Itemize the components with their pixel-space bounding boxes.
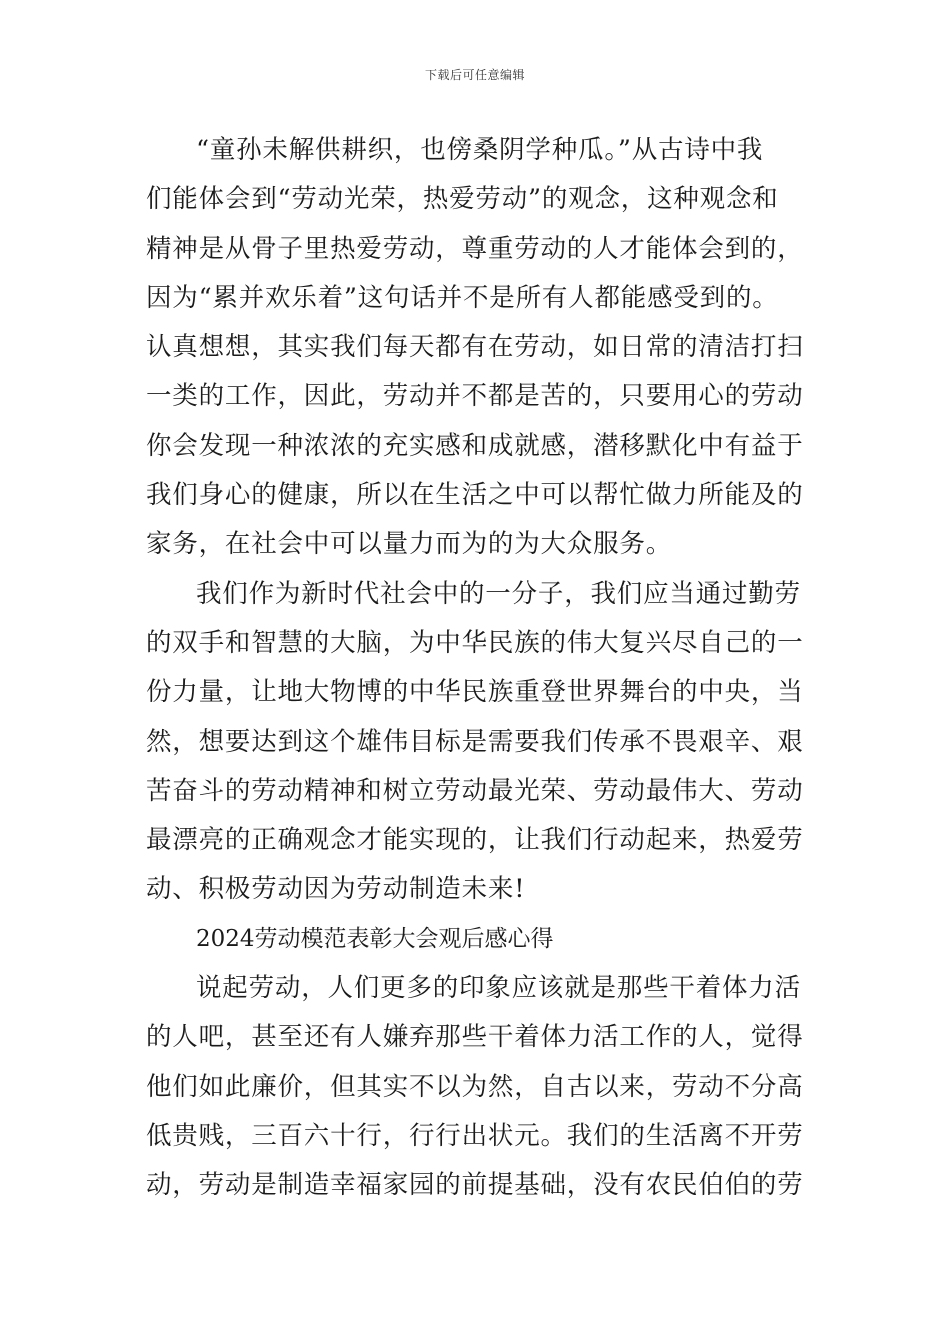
paragraph-line: 家务，在社会中可以量力而为的为大众服务。 — [146, 529, 673, 560]
paragraph-line: 低贵贱，三百六十行，行行出状元。我们的生活离不开劳 — [146, 1120, 804, 1151]
paragraph-2 — [146, 570, 806, 915]
section-heading: 2024劳动模范表彰大会观后感心得 — [196, 925, 554, 952]
paragraph-line: “童孙未解供耕织，也傍桑阴学种瓜。”从古诗中我 — [196, 135, 764, 165]
paragraph-line: 苦奋斗的劳动精神和树立劳动最光荣、劳动最伟大、劳动 — [146, 775, 804, 806]
paragraph-line: 动、积极劳动因为劳动制造未来! — [146, 874, 526, 905]
paragraph-line: 精神是从骨子里热爱劳动，尊重劳动的人才能体会到的， — [146, 233, 804, 264]
paragraph-line: 说起劳动，人们更多的印象应该就是那些干着体力活 — [196, 973, 801, 1004]
paragraph-line: 们能体会到“劳动光荣，热爱劳动”的观念，这种观念和 — [146, 184, 779, 215]
paragraph-3 — [146, 964, 806, 1210]
paragraph-1 — [146, 126, 806, 570]
paragraph-line: 我们身心的健康，所以在生活之中可以帮忙做力所能及的 — [146, 480, 804, 511]
paragraph-line: 然，想要达到这个雄伟目标是需要我们传承不畏艰辛、艰 — [146, 726, 804, 757]
paragraph-line: 我们作为新时代社会中的一分子，我们应当通过勤劳 — [196, 578, 801, 609]
paragraph-line: 你会发现一种浓浓的充实感和成就感，潜移默化中有益于 — [146, 430, 804, 461]
paragraph-line: 最漂亮的正确观念才能实现的，让我们行动起来，热爱劳 — [146, 825, 804, 856]
paragraph-line: 动，劳动是制造幸福家园的前提基础，没有农民伯伯的劳 — [146, 1170, 804, 1201]
paragraph-line: 份力量，让地大物博的中华民族重登世界舞台的中央，当 — [146, 677, 804, 708]
paragraph-line: 的人吧，甚至还有人嫌弃那些干着体力活工作的人，觉得 — [146, 1022, 804, 1053]
paragraph-line: 他们如此廉价，但其实不以为然，自古以来，劳动不分高 — [146, 1071, 804, 1102]
paragraph-line: 因为“累并欢乐着”这句话并不是所有人都能感受到的。 — [146, 282, 779, 313]
paragraph-line: 认真想想，其实我们每天都有在劳动，如日常的清洁打扫 — [146, 332, 804, 363]
document-body — [146, 126, 806, 1211]
page-header: 下载后可任意编辑 — [424, 68, 525, 82]
paragraph-line: 一类的工作，因此，劳动并不都是苦的，只要用心的劳动 — [146, 381, 804, 412]
paragraph-line: 的双手和智慧的大脑，为中华民族的伟大复兴尽自己的一 — [146, 627, 804, 658]
